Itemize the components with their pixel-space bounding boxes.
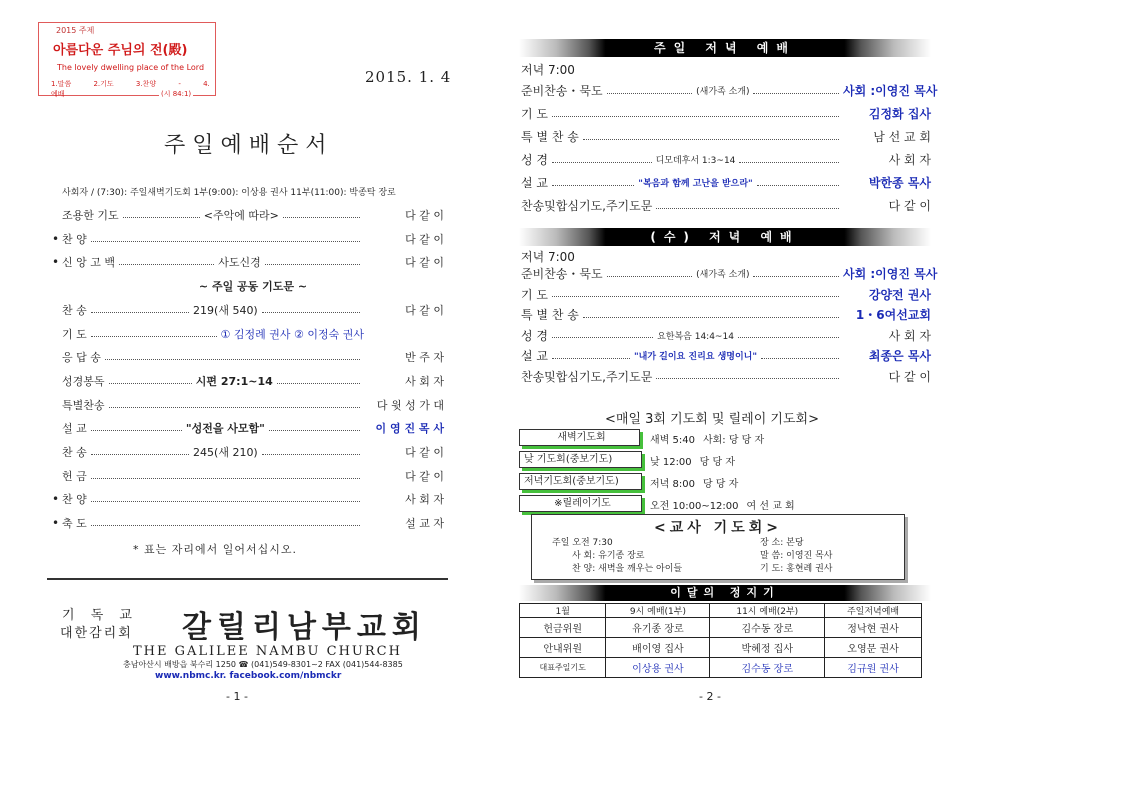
dot-leader [552, 295, 839, 297]
list-item [52, 302, 444, 318]
list-item [52, 420, 444, 436]
list-item [52, 468, 444, 484]
sunday-evening-time: 저녁 7:00 [521, 63, 575, 77]
teacher-prayer-title: <교사 기도회> [654, 520, 782, 536]
duty-col-header: 1월 [520, 604, 606, 618]
row-detail: ~ 주일 공동 기도문 ~ [198, 280, 308, 294]
list-item [52, 349, 444, 365]
church-sub2: 대한감리회 [60, 626, 133, 641]
dot-leader [91, 524, 360, 526]
list-item [521, 174, 931, 191]
row-person: 사 회 자 [405, 493, 444, 507]
dot-leader [656, 207, 839, 209]
row-detail: 사도신경 [218, 256, 261, 270]
dot-leader [761, 357, 839, 359]
row-person: 1・6여선교회 [855, 308, 931, 322]
theme-year: 2015 주제 [56, 26, 95, 35]
row-person: 박한종 목사 [868, 176, 932, 190]
row-person: 반 주 자 [405, 351, 444, 365]
prayer-leader: 당 당 자 [699, 457, 736, 468]
row-person: 다 같 이 [405, 303, 445, 317]
duty-cell: 김수동 장로 [710, 658, 825, 678]
teacher-prayer-line: 기 도: 홍현례 권사 [760, 564, 833, 574]
dot-leader [583, 316, 839, 318]
row-person: 이 영 진 목 사 [375, 422, 444, 436]
duty-cell: 대표주일기도 [520, 658, 606, 678]
row-label: 성경봉독 [62, 374, 105, 388]
dot-leader [109, 382, 192, 384]
row-detail: "성전을 사모함" [185, 422, 265, 436]
prayer-time: 낮 12:00 [650, 457, 692, 468]
dot-leader [91, 429, 182, 431]
row-person: 다 같 이 [405, 256, 445, 270]
list-item [521, 197, 931, 214]
row-bullet: • [52, 492, 60, 507]
row-detail: 245(새 210) [193, 446, 258, 459]
list-item [52, 444, 444, 460]
row-label: 설 교 [62, 422, 87, 436]
church-name-en: THE GALILEE NAMBU CHURCH [133, 644, 402, 659]
theme-box [38, 22, 216, 96]
list-item [52, 231, 444, 247]
dot-leader [552, 357, 630, 359]
page-number-2: - 2 - [699, 690, 721, 703]
row-person: 김정화 집사 [868, 107, 931, 121]
list-item [521, 151, 931, 168]
row-label: 준비찬송・묵도 [521, 267, 603, 281]
page-number-1: - 1 - [226, 690, 248, 703]
church-name: 갈릴리남부교회 [182, 610, 427, 645]
duty-header-row [520, 604, 922, 618]
row-label: 축 도 [62, 517, 87, 531]
row-person: 사회 :이영진 목사 [843, 267, 938, 281]
dot-leader [552, 184, 634, 186]
dot-leader [105, 358, 360, 360]
dot-leader [269, 429, 360, 431]
prayer-leader: 여 선 교 회 [746, 501, 795, 512]
row-person: 사 회 자 [888, 153, 931, 167]
row-label: 응 답 송 [62, 351, 101, 365]
row-detail: 디모데후서 1:3~14 [655, 156, 736, 166]
dot-leader [123, 216, 200, 218]
row-detail: ① 김정례 권사 ② 이정숙 권사 [220, 327, 364, 341]
row-person: 다 같 이 [405, 446, 445, 459]
prayer-name-box: 저녁기도회(중보기도) [519, 473, 642, 490]
row-person: 사 회 자 [405, 374, 445, 388]
dot-leader [277, 382, 360, 384]
row-person: 설 교 자 [405, 517, 444, 531]
list-item [52, 373, 444, 389]
list-item [52, 515, 444, 531]
list-item [642, 431, 925, 446]
prayer-time: 새벽 5:40 [650, 435, 695, 446]
prayer-name-box: ※릴레이기도 [519, 495, 642, 512]
duty-col-header: 주일저녁예배 [825, 604, 922, 618]
dot-leader [739, 161, 839, 163]
theme-item: 2.기도 [93, 80, 114, 88]
list-item [521, 128, 931, 145]
dot-leader [607, 275, 693, 277]
dot-leader [265, 263, 360, 265]
dot-leader [552, 336, 653, 338]
teacher-prayer-right [760, 537, 832, 576]
row-label: 신 앙 고 백 [62, 256, 115, 270]
list-item [521, 327, 931, 344]
row-person: 사 회 자 [888, 328, 931, 343]
table-row [520, 618, 922, 638]
row-person: 다 윗 성 가 대 [376, 398, 444, 412]
row-label: 특 별 찬 송 [521, 130, 579, 144]
dot-leader [91, 453, 189, 455]
row-label: 준비찬송・묵도 [521, 84, 603, 98]
duty-cell: 유기종 장로 [606, 618, 710, 638]
prayer-leader: 사회: 당 당 자 [702, 435, 765, 446]
row-label: 기 도 [521, 107, 548, 121]
table-row [520, 638, 922, 658]
duty-col-header: 9시 예배(1부) [606, 604, 710, 618]
duty-cell: 김수동 장로 [710, 618, 825, 638]
teacher-prayer-line: 말 씀: 이영진 목사 [760, 551, 833, 561]
row-label: 성 경 [521, 153, 548, 167]
list-item [521, 306, 931, 323]
row-person: 최종은 목사 [868, 349, 932, 363]
list-item [521, 347, 931, 364]
row-person: 다 같 이 [405, 469, 444, 483]
duty-col-header: 11시 예배(2부) [710, 604, 825, 618]
row-detail: <주악에 따라> [203, 209, 279, 222]
church-web-link[interactable]: www.nbmc.kr. facebook.com/nbmckr [155, 671, 342, 681]
list-item [521, 265, 938, 282]
theme-item: - [178, 80, 181, 88]
duty-cell: 헌금위원 [520, 618, 606, 638]
duty-cell: 정낙현 권사 [825, 618, 922, 638]
dot-leader [262, 453, 360, 455]
row-person: 강양전 권사 [868, 287, 931, 302]
daily-prayer-title: <매일 3회 기도회 및 릴레이 기도회> [605, 412, 819, 427]
dot-leader [552, 161, 652, 163]
row-label: 찬 송 [62, 303, 87, 317]
leaders-line: 사회자 / (7:30): 주일새벽기도회 1부(9:00): 이상용 권사 11부(11:00): 박종탁 장로 [62, 188, 396, 198]
duty-table [519, 603, 922, 678]
list-item [521, 105, 931, 122]
church-sub1: 기 독 교 [62, 608, 138, 623]
list-item [521, 368, 931, 385]
row-person: 다 같 이 [405, 232, 444, 246]
dot-leader [91, 477, 360, 479]
duty-header: 이달의 정지기 [519, 585, 931, 601]
theme-title-en: The lovely dwelling place of the Lord [57, 63, 205, 72]
row-label: 찬 송 [62, 446, 87, 459]
row-label: 기 도 [62, 327, 87, 341]
dot-leader [91, 240, 360, 242]
row-label: 기 도 [521, 287, 548, 302]
row-label: 헌 금 [62, 469, 87, 483]
list-item [52, 491, 444, 507]
row-label: 찬송및합심기도,주기도문 [521, 199, 653, 213]
dot-leader [607, 92, 693, 94]
teacher-prayer-box [531, 514, 905, 580]
dot-leader [91, 335, 217, 337]
theme-item: 4.예배 [51, 80, 210, 98]
row-person: 남 선 교 회 [873, 130, 931, 144]
duty-cell: 김규원 권사 [825, 658, 922, 678]
row-label: 특 별 찬 송 [521, 308, 579, 322]
list-item [52, 278, 444, 294]
row-detail: (새가족 소개) [696, 87, 750, 97]
theme-item: 1.말씀 [51, 80, 72, 88]
prayer-name-box: 낮 기도회(중보기도) [519, 451, 642, 468]
list-item [521, 286, 931, 303]
list-item [642, 497, 925, 512]
teacher-prayer-line: 찬 양: 새벽을 깨우는 아이들 [572, 564, 683, 574]
theme-item: 3.찬양 [135, 80, 157, 88]
order-title: 주일예배순서 [164, 133, 334, 158]
row-bullet: • [52, 516, 60, 531]
duty-cell: 이상용 권사 [606, 658, 710, 678]
row-label: 성 경 [521, 328, 548, 343]
duty-cell: 안내위원 [520, 638, 606, 658]
dot-leader [119, 263, 214, 265]
sunday-evening-header: 주일 저녁 예배 [519, 39, 931, 57]
row-detail: 시편 27:1~14 [195, 374, 273, 388]
wednesday-evening-header: (수) 저녁 예배 [519, 228, 931, 246]
list-item [52, 397, 444, 413]
list-item [52, 254, 444, 270]
row-person: 사회 :이영진 목사 [843, 84, 938, 98]
dot-leader [738, 336, 839, 338]
dot-leader [262, 311, 360, 313]
prayer-name-box: 새벽기도회 [519, 429, 640, 446]
duty-cell: 배이영 집사 [606, 638, 710, 658]
duty-cell: 박혜정 집사 [710, 638, 825, 658]
row-person: 다 같 이 [405, 209, 445, 222]
row-label: 설 교 [521, 349, 548, 363]
church-address: 충남아산시 배방읍 북수리 1250 ☎ (041)549-8301~2 FAX (041)544-8385 [123, 660, 403, 669]
row-detail: "복음과 함께 고난을 받으라" [638, 179, 753, 189]
prayer-leader: 당 당 자 [702, 479, 739, 490]
teacher-prayer-line: 사 회: 유기종 장로 [572, 551, 645, 561]
dot-leader [656, 377, 839, 379]
row-label: 설 교 [521, 176, 548, 190]
list-item [52, 326, 444, 342]
row-person: 다 같 이 [888, 199, 931, 213]
dot-leader [753, 275, 839, 277]
row-label: 찬 양 [62, 493, 87, 507]
dot-leader [91, 311, 189, 313]
stand-note: * 표는 자리에서 일어서십시오. [133, 543, 297, 556]
bulletin-date: 2015. 1. 4 [365, 68, 452, 86]
dot-leader [91, 500, 360, 502]
list-item [642, 475, 925, 490]
prayer-time: 저녁 8:00 [650, 479, 695, 490]
row-detail: "내가 길이요 진리요 생명이니" [633, 352, 758, 362]
row-person: 다 같 이 [888, 369, 931, 384]
row-label: 찬송및합심기도,주기도문 [521, 369, 653, 384]
dot-leader [552, 115, 839, 117]
dot-leader [753, 92, 839, 94]
row-label: 찬 양 [62, 232, 87, 246]
divider [47, 578, 448, 580]
teacher-prayer-left [552, 537, 682, 576]
row-bullet: • [52, 231, 60, 246]
row-label: 특별찬송 [62, 398, 105, 412]
theme-title: 아름다운 주님의 전(殿) [53, 43, 188, 58]
row-label: 조용한 기도 [62, 209, 119, 222]
dot-leader [583, 138, 839, 140]
wednesday-evening-time: 저녁 7:00 [521, 250, 575, 264]
table-row [520, 658, 922, 678]
row-detail: 219(새 540) [193, 303, 258, 317]
row-bullet: • [52, 255, 60, 270]
duty-cell: 오영문 권사 [825, 638, 922, 658]
theme-ref: (시 84:1) [161, 90, 192, 98]
row-detail: (새가족 소개) [696, 270, 750, 280]
teacher-prayer-line: 주일 오전 7:30 [552, 538, 613, 548]
list-item [52, 207, 444, 223]
teacher-prayer-line: 장 소: 본당 [760, 538, 804, 548]
list-item [642, 453, 925, 468]
list-item [521, 82, 938, 99]
dot-leader [109, 406, 360, 408]
dot-leader [757, 184, 839, 186]
row-detail: 요한복음 14:4~14 [657, 331, 734, 342]
prayer-time: 오전 10:00~12:00 [650, 501, 739, 512]
dot-leader [283, 216, 360, 218]
